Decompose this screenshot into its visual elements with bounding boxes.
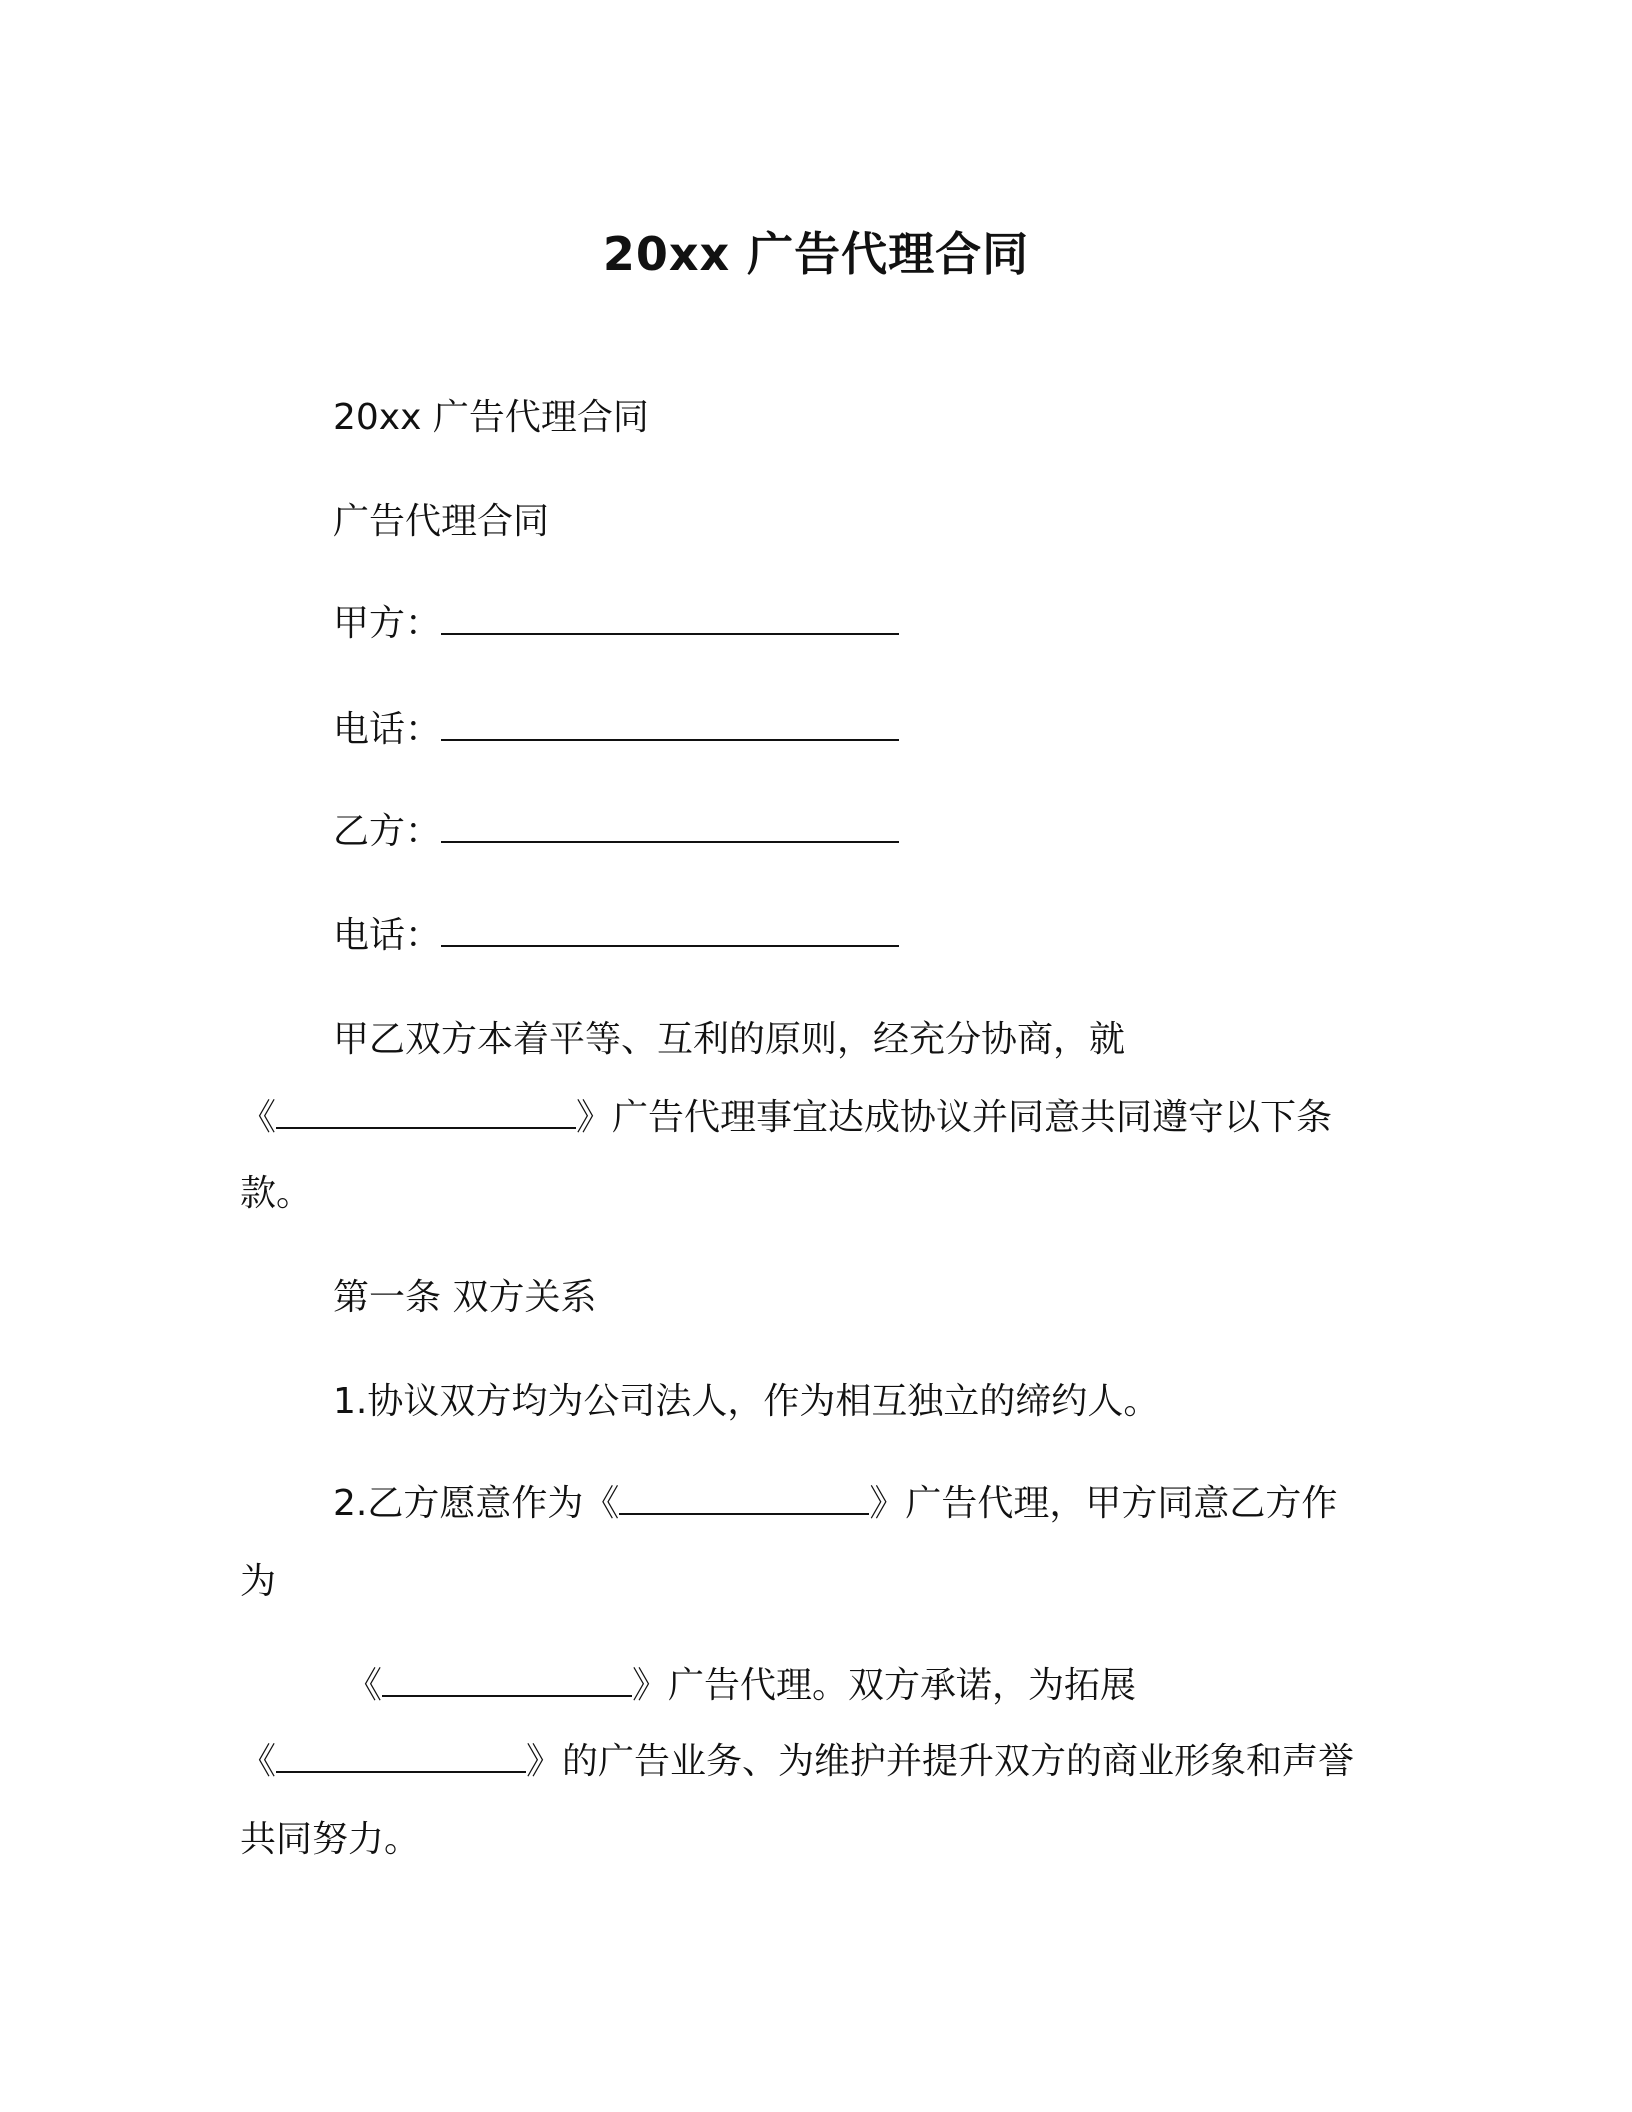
contract-subheading: 广告代理合同 xyxy=(333,501,550,542)
item-2-prefix: 2.乙方愿意作为《 xyxy=(333,1483,620,1524)
paragraph-1-line-2-text: 》广告代理事宜达成协议并同意共同遵守以下条 xyxy=(576,1097,1333,1138)
project-blank-3 xyxy=(382,1665,632,1697)
party-a-field xyxy=(333,602,899,646)
project-blank-4 xyxy=(276,1741,526,1773)
project-blank-1 xyxy=(276,1097,576,1129)
document-title: 20xx 广告代理合同 xyxy=(602,227,1030,281)
phone-b-label: 电话： xyxy=(333,915,442,956)
bracket-open: 《 xyxy=(240,1097,277,1138)
party-b-field xyxy=(333,810,899,854)
phone-a-field xyxy=(333,708,899,752)
phone-b-field xyxy=(333,914,899,958)
paragraph-1-line-1: 甲乙双方本着平等、互利的原则，经充分协商，就 xyxy=(333,1019,1126,1060)
phone-a-label: 电话： xyxy=(333,709,442,750)
item-2-line-4 xyxy=(240,1740,1354,1784)
party-a-blank xyxy=(441,603,899,635)
item-1: 1.协议双方均为公司法人，作为相互独立的缔约人。 xyxy=(333,1381,1160,1422)
article-1-heading: 第一条 双方关系 xyxy=(333,1277,597,1318)
item-2-line-1 xyxy=(333,1482,1337,1526)
item-2-line-3-text: 》广告代理。双方承诺，为拓展 xyxy=(632,1665,1137,1706)
item-2-line-3 xyxy=(346,1664,1136,1708)
contract-heading: 20xx 广告代理合同 xyxy=(333,397,649,438)
party-b-blank xyxy=(441,811,899,843)
party-b-label: 乙方： xyxy=(333,811,442,852)
item-2-line-2: 为 xyxy=(240,1561,277,1602)
item-2-line-5: 共同努力。 xyxy=(240,1819,421,1860)
bracket-open: 《 xyxy=(240,1741,277,1782)
paragraph-1-line-2 xyxy=(240,1096,1332,1140)
project-blank-2 xyxy=(619,1483,869,1515)
paragraph-1-line-3: 款。 xyxy=(240,1173,313,1214)
item-2-suffix: 》广告代理，甲方同意乙方作 xyxy=(869,1483,1338,1524)
party-a-label: 甲方： xyxy=(333,603,442,644)
bracket-open: 《 xyxy=(346,1665,383,1706)
phone-b-blank xyxy=(441,915,899,947)
item-2-line-4-text: 》的广告业务、为维护并提升双方的商业形象和声誉 xyxy=(526,1741,1355,1782)
phone-a-blank xyxy=(441,709,899,741)
